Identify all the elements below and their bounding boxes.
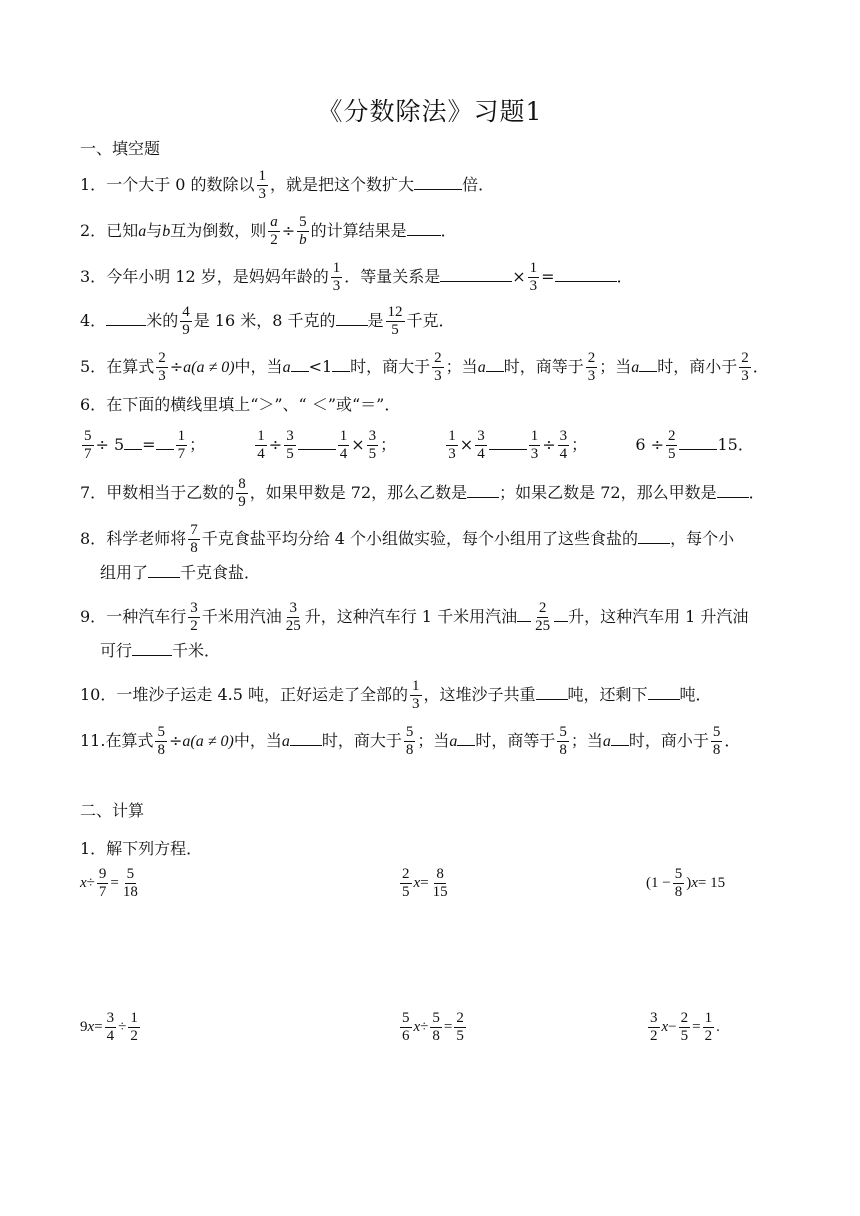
fraction: $\frac{5}{8}$ (405, 724, 414, 758)
page-title: 《分数除法》习题1 (317, 97, 543, 126)
answer-blank[interactable] (124, 435, 142, 450)
answer-blank[interactable] (638, 529, 670, 544)
fraction: $\frac{5}{7}$ (84, 428, 92, 462)
fraction: $\frac{2}{3}$ (434, 350, 442, 384)
answer-blank[interactable] (414, 175, 462, 190)
answer-blank[interactable] (554, 607, 568, 622)
fraction: $\frac{5}{8}$ (712, 724, 721, 758)
fraction: $\frac{3}{25}$ (285, 600, 301, 634)
answer-blank[interactable] (457, 731, 475, 746)
question-9: 9．一种汽车行 $\frac{3}{2}$ 千米用汽油 $\frac{3}{25}$ 升，这种汽车行 1 千米用汽油 $\frac{2}{25}$ 升，这种汽车用 1 升汽油 (80, 600, 749, 634)
section-heading-fill-in: 一、填空题 (80, 139, 161, 158)
answer-blank[interactable] (336, 311, 368, 326)
fraction: $\frac{5}{8}$ (157, 724, 165, 758)
fraction: $\frac{3}{4}$ (477, 428, 485, 462)
equation-6: $\frac{3}{2}$ x− $\frac{2}{5}$ = $\frac{1}{2}$ . (650, 1010, 720, 1044)
question-11: 11.在算式 $\frac{5}{8}$ ÷a(a ≠ 0)中，当a 时，商大于 $\frac{5}{8}$ ；当a 时，商等于 $\frac{5}{8}$ ；当a 时，商小于 $\frac{5}{8}$ ． (80, 724, 741, 758)
fraction: $\frac{2}{25}$ (535, 600, 551, 634)
question-4: 4． 米的 $\frac{4}{9}$ 是 16 米，8 千克的 是 $\frac{12}{5}$ 千克． (80, 304, 455, 338)
equation-5: $\frac{5}{6}$ x÷ $\frac{5}{8}$ = $\frac{2}{5}$ (402, 1010, 464, 1044)
fraction: $\frac{5}{b}$ (299, 214, 307, 248)
answer-blank[interactable] (648, 685, 680, 700)
answer-blank[interactable] (467, 483, 499, 498)
question-6: 6．在下面的横线里填上“＞”、“ ＜”或“＝”． (80, 395, 401, 414)
equation-1: x÷ $\frac{9}{7}$ = $\frac{5}{18}$ (80, 866, 138, 900)
fraction: $\frac{2}{3}$ (587, 350, 596, 384)
fraction: $\frac{1}{3}$ (529, 260, 538, 294)
fraction: $\frac{a}{2}$ (270, 214, 278, 248)
equation-4: 9x= $\frac{3}{4}$ ÷ $\frac{1}{2}$ (80, 1010, 138, 1044)
fraction: $\frac{1}{3}$ (258, 168, 267, 202)
sub-heading-equations: 1．解下列方程． (80, 839, 203, 858)
fraction: $\frac{2}{3}$ (158, 350, 166, 384)
answer-blank[interactable] (290, 731, 322, 746)
fraction: $\frac{3}{5}$ (286, 428, 294, 462)
fraction: $\frac{1}{3}$ (530, 428, 539, 462)
answer-blank[interactable] (291, 357, 309, 372)
fraction: $\frac{1}{3}$ (332, 260, 341, 294)
question-3: 3．今年小明 12 岁，是妈妈年龄的 $\frac{1}{3}$ ．等量关系是 × $\frac{1}{3}$ = ． (80, 260, 633, 294)
answer-blank[interactable] (148, 563, 180, 578)
fraction: $\frac{7}{8}$ (190, 522, 198, 556)
question-10: 10．一堆沙子运走 4.5 吨，正好运走了全部的 $\frac{1}{3}$ ，这堆沙子共重 吨，还剩下 吨． (80, 678, 712, 712)
answer-blank[interactable] (156, 435, 174, 450)
fraction: $\frac{1}{3}$ (448, 428, 456, 462)
fraction: $\frac{1}{4}$ (339, 428, 348, 462)
fraction: $\frac{5}{8}$ (559, 724, 567, 758)
fraction: $\frac{8}{9}$ (238, 476, 246, 510)
answer-blank[interactable] (611, 731, 629, 746)
fraction: $\frac{2}{5}$ (667, 428, 676, 462)
section-heading-calculate: 二、计算 (80, 801, 145, 820)
answer-blank[interactable] (717, 483, 749, 498)
answer-blank[interactable] (106, 311, 146, 326)
fraction: $\frac{3}{5}$ (368, 428, 377, 462)
question-8-line2: 组用了 千克食盐． (100, 563, 261, 582)
fraction: $\frac{3}{4}$ (559, 428, 568, 462)
answer-blank[interactable] (332, 357, 350, 372)
question-7: 7．甲数相当于乙数的 $\frac{8}{9}$ ，如果甲数是 72，那么乙数是 ；如果乙数是 72，那么甲数是 ． (80, 476, 765, 510)
equation-3: (1 − $\frac{5}{8}$ )x= 15 (646, 866, 726, 900)
fraction: $\frac{1}{3}$ (412, 678, 420, 712)
answer-blank[interactable] (639, 357, 657, 372)
answer-blank[interactable] (555, 267, 617, 282)
fraction: $\frac{1}{7}$ (177, 428, 186, 462)
question-6-items: $\frac{5}{7}$ ÷ 5 = $\frac{1}{7}$ ； $\frac{1}{4}$ ÷ $\frac{3}{5}$ $\frac{1}{4}$ × $\frac{3}{5}$ ； $\frac{1}{3}$ × $\frac{3}{4}$ $\frac{1}{3}$ ÷ $\frac{3}{4}$ ； 6 ÷ $\frac{2}{5}$ 15． (84, 428, 754, 462)
question-2: 2．已知a与b互为倒数，则 $\frac{a}{2}$ ÷ $\frac{5}{b}$ 的计算结果是 ． (80, 214, 457, 248)
answer-blank[interactable] (536, 685, 568, 700)
answer-blank[interactable] (440, 267, 512, 282)
answer-blank[interactable] (132, 641, 172, 656)
fraction: $\frac{4}{9}$ (182, 304, 190, 338)
question-8: 8．科学老师将 $\frac{7}{8}$ 千克食盐平均分给 4 个小组做实验，每个小组用了这些食盐的 ，每个小 (80, 522, 735, 556)
answer-blank[interactable] (298, 435, 336, 450)
answer-blank[interactable] (679, 435, 717, 450)
equation-2: $\frac{2}{5}$ x= $\frac{8}{15}$ (402, 866, 448, 900)
answer-blank[interactable] (489, 435, 527, 450)
fraction: $\frac{12}{5}$ (387, 304, 403, 338)
fraction: $\frac{1}{4}$ (257, 428, 265, 462)
fraction: $\frac{3}{2}$ (190, 600, 198, 634)
answer-blank[interactable] (407, 221, 441, 236)
question-5: 5．在算式 $\frac{2}{3}$ ÷a(a ≠ 0)中，当a <1 时，商大于 $\frac{2}{3}$ ；当a 时，商等于 $\frac{2}{3}$ ；当a 时，商小于 $\frac{2}{3}$ ． (80, 350, 769, 384)
question-9-line2: 可行 千米． (100, 641, 221, 660)
question-1: 1．一个大于 0 的数除以 $\frac{1}{3}$ ，就是把这个数扩大 倍． (80, 168, 495, 202)
answer-blank[interactable] (486, 357, 504, 372)
fraction: $\frac{2}{3}$ (741, 350, 749, 384)
answer-blank[interactable] (517, 607, 531, 622)
